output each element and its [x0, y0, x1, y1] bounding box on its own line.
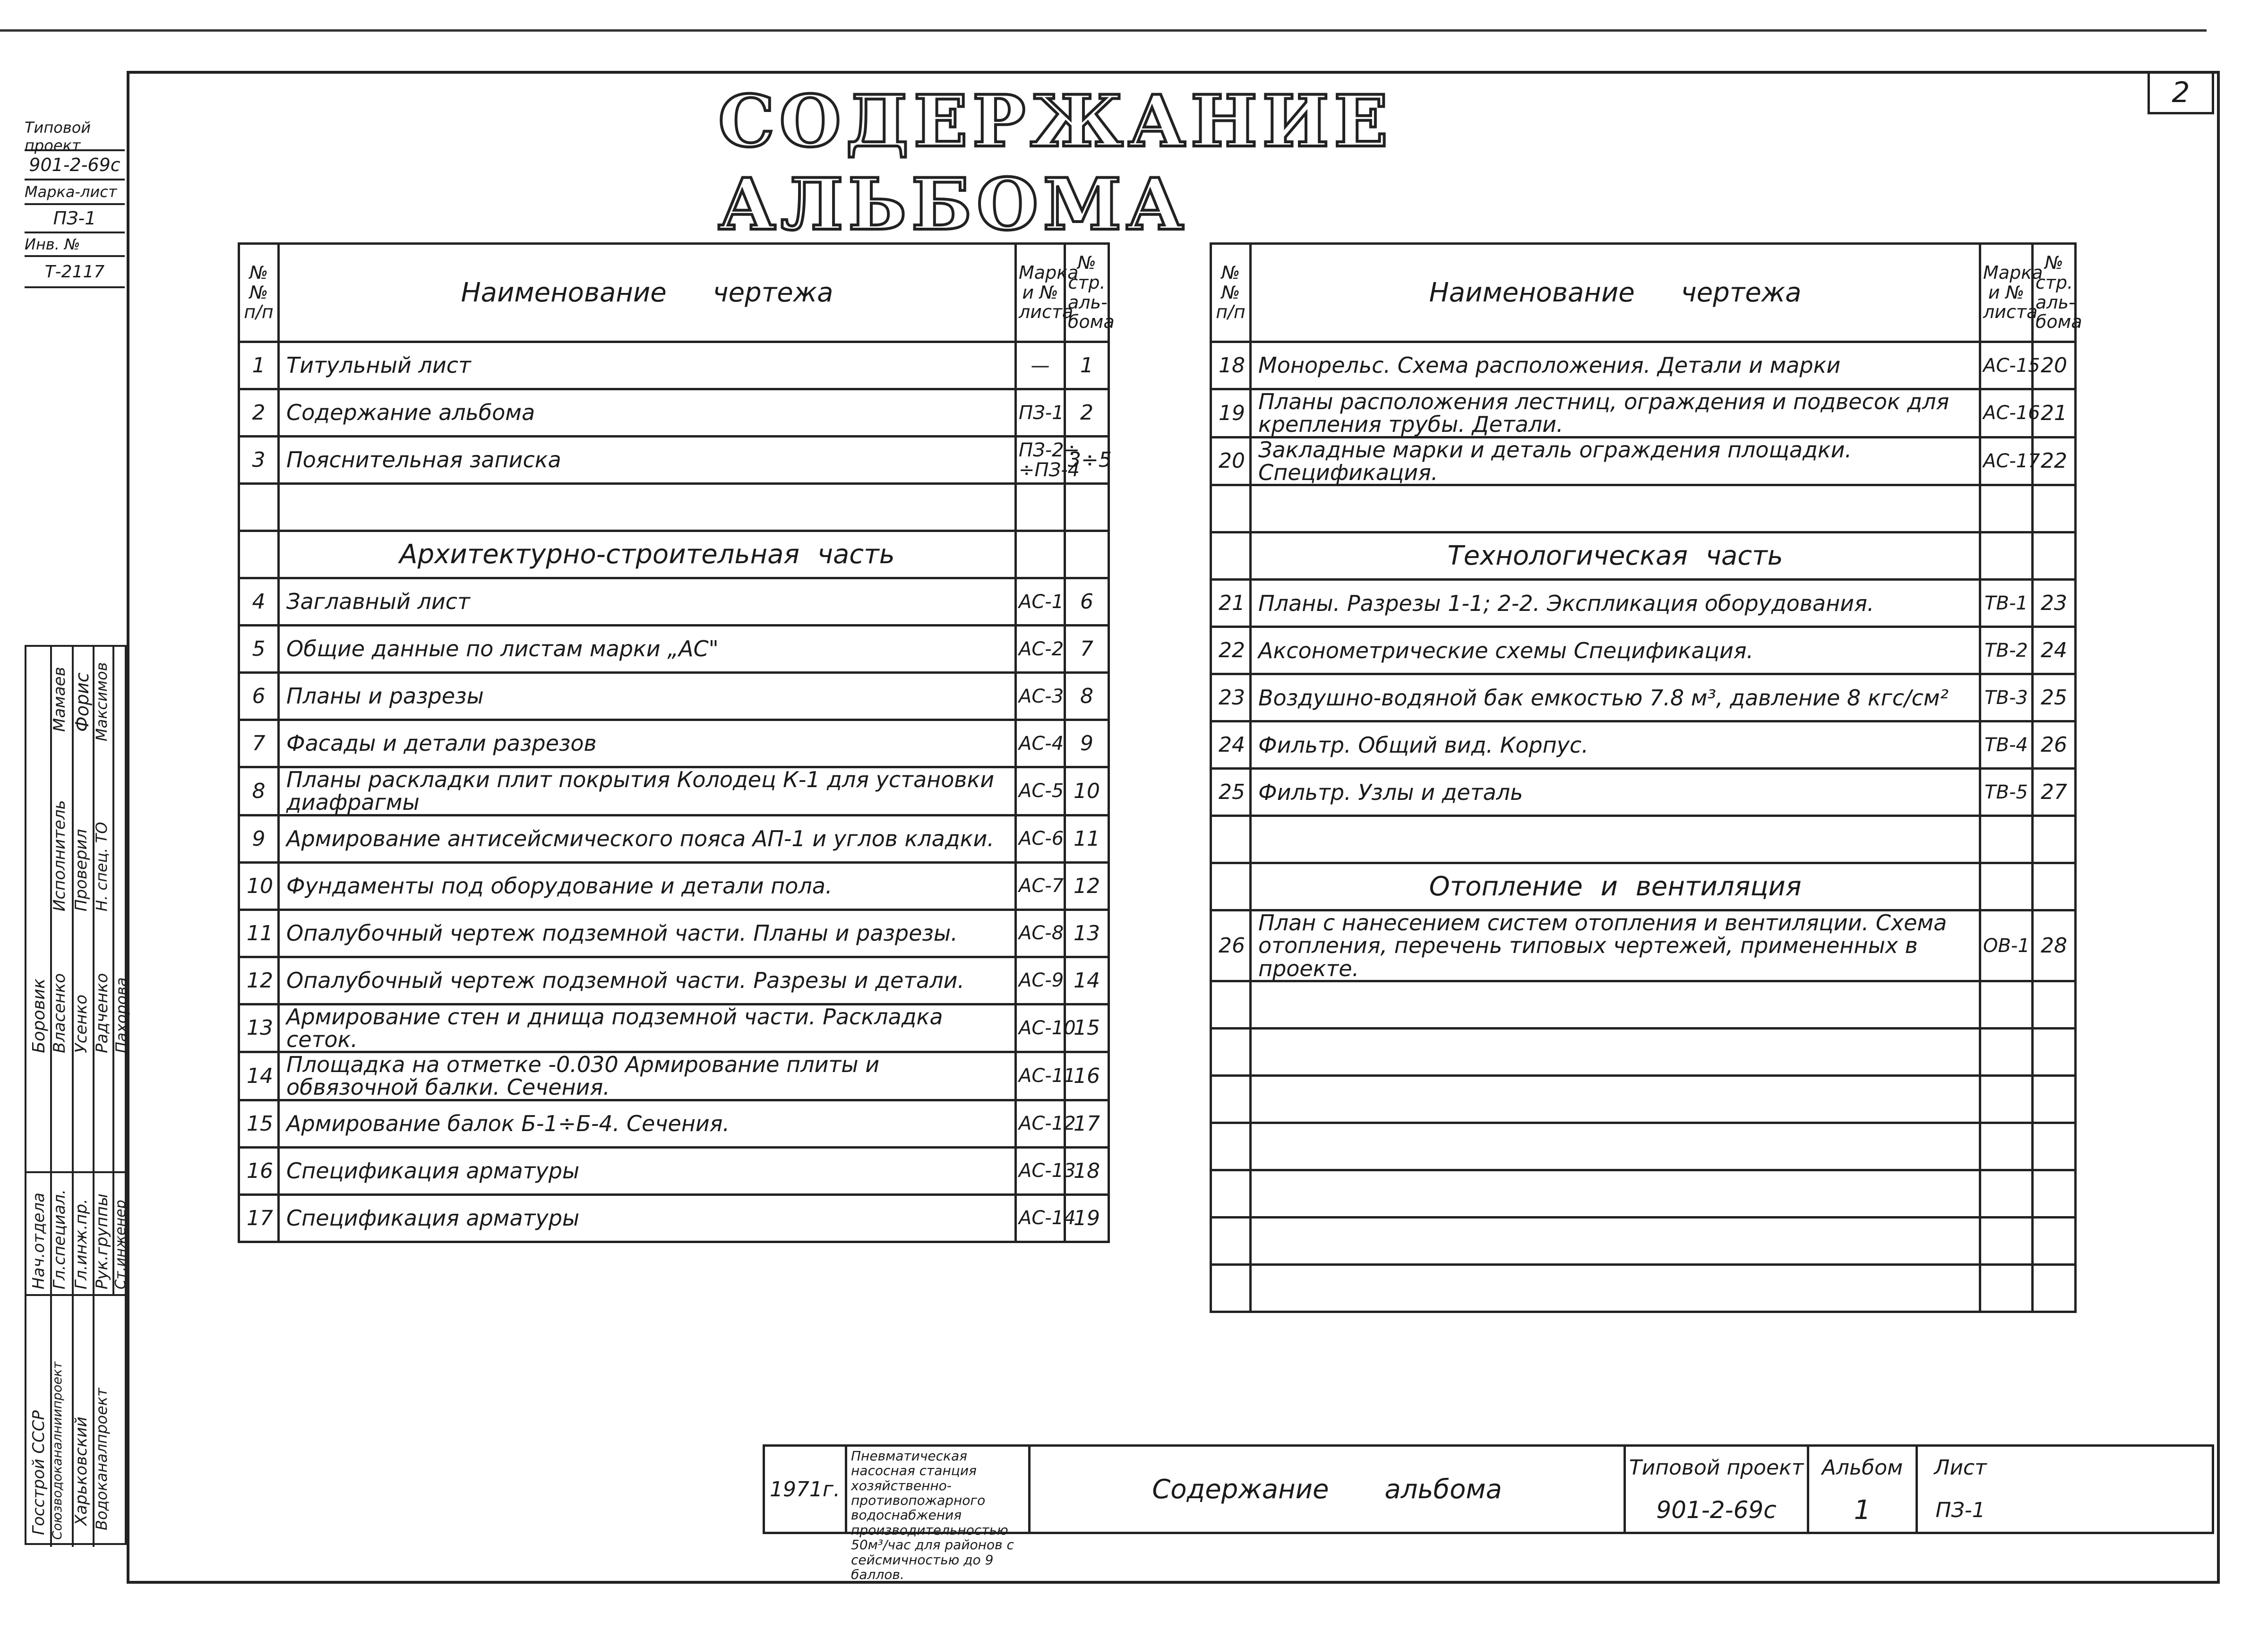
header-name: Наименование чертежа	[279, 244, 1016, 342]
row-page: 9	[1065, 720, 1109, 767]
table-row	[1211, 485, 2076, 532]
row-page	[2033, 981, 2076, 1029]
row-number	[1211, 532, 1251, 580]
row-mark	[1980, 485, 2033, 532]
table-row	[239, 720, 1109, 767]
row-mark: ОВ-1	[1980, 910, 2033, 981]
title-project-label: Типовой проект	[1626, 1447, 1809, 1488]
row-mark	[1980, 1265, 2033, 1312]
drawing-name: Спецификация арматуры	[279, 1147, 1016, 1194]
stamp-org-1: Госстрой СССР	[29, 1410, 48, 1535]
header-num: №№ п/п	[1211, 244, 1251, 342]
row-mark: ТВ-3	[1980, 674, 2033, 721]
row-mark: АС-13	[1016, 1147, 1065, 1194]
row-mark: АС-10	[1016, 1004, 1065, 1052]
stamp-name-4: Радченко	[93, 973, 112, 1053]
row-page: 19	[1065, 1194, 1109, 1242]
table-row	[1211, 1123, 2076, 1170]
drawing-name	[1251, 1218, 1980, 1265]
row-mark: ТВ-2	[1980, 627, 2033, 674]
drawing-name	[1251, 1265, 1980, 1312]
stamp-org-4: Водоканалпроект	[93, 1388, 111, 1530]
row-mark	[1016, 531, 1065, 578]
table-header-row	[1211, 244, 2076, 342]
section-row	[239, 531, 1109, 578]
row-number: 17	[239, 1194, 279, 1242]
drawing-name: Фасады и детали разрезов	[279, 720, 1016, 767]
drawing-name: Армирование стен и днища подземной части. Раскладка сеток.	[279, 1004, 1016, 1052]
row-page	[2033, 532, 2076, 580]
row-page: 13	[1065, 910, 1109, 957]
row-page: 17	[1065, 1100, 1109, 1147]
drawing-name	[1251, 1029, 1980, 1076]
table-row	[1211, 580, 2076, 627]
row-mark	[1016, 484, 1065, 531]
row-number: 2	[239, 389, 279, 437]
stamp-position2-2: Проверил	[72, 829, 91, 911]
top-border-line	[0, 29, 2207, 32]
title-project-no: 901-2-69с	[1626, 1488, 1809, 1532]
table-row	[239, 767, 1109, 815]
row-mark	[1980, 981, 2033, 1029]
row-mark: АС-1	[1016, 578, 1065, 626]
row-page: 11	[1065, 815, 1109, 862]
title-sheet-no: ПЗ-1	[1935, 1498, 1985, 1522]
title-album-label: Альбом	[1809, 1447, 1918, 1488]
row-number: 12	[239, 957, 279, 1004]
row-number: 11	[239, 910, 279, 957]
contents-table-left	[238, 242, 1115, 1243]
table-row	[239, 578, 1109, 626]
table-row	[239, 484, 1109, 531]
table-row	[1211, 769, 2076, 816]
table-row	[239, 815, 1109, 862]
row-page	[2033, 1170, 2076, 1218]
row-number: 6	[239, 673, 279, 720]
row-mark: АС-2	[1016, 626, 1065, 673]
row-mark: АС-7	[1016, 862, 1065, 910]
drawing-name: Опалубочный чертеж подземной части. Планы и разрезы.	[279, 910, 1016, 957]
row-number: 1	[239, 342, 279, 389]
drawing-name	[279, 484, 1016, 531]
row-number: 24	[1211, 721, 1251, 769]
stamp-org-3: Харьковский	[72, 1416, 91, 1526]
row-number: 18	[1211, 342, 1251, 389]
drawing-name: Планы раскладки плит покрытия Колодец К-1 для установки диафрагмы	[279, 767, 1016, 815]
row-page	[2033, 863, 2076, 910]
table-row	[239, 626, 1109, 673]
row-number: 20	[1211, 437, 1251, 485]
drawing-name: Общие данные по листам марки „АС"	[279, 626, 1016, 673]
drawing-name: План с нанесением систем отопления и вентиляции. Схема отопления, перечень типовых чертежей, примененных в проекте.	[1251, 910, 1980, 981]
row-number: 26	[1211, 910, 1251, 981]
drawing-name	[1251, 981, 1980, 1029]
row-mark: —	[1016, 342, 1065, 389]
stamp-position-1: Нач.отдела	[29, 1193, 48, 1289]
side-stamp-row-5: Инв. №	[25, 233, 125, 257]
row-number: 22	[1211, 627, 1251, 674]
table-header-row	[239, 244, 1109, 342]
table-row	[239, 437, 1109, 484]
table-row	[239, 342, 1109, 389]
drawing-name	[1251, 1170, 1980, 1218]
row-mark: ТВ-1	[1980, 580, 2033, 627]
stamp-name2-2: Форис	[72, 672, 93, 732]
row-page: 18	[1065, 1147, 1109, 1194]
row-page	[2033, 1029, 2076, 1076]
drawing-name: Опалубочный чертеж подземной части. Разрезы и детали.	[279, 957, 1016, 1004]
row-page	[2033, 816, 2076, 863]
stamp-name-1: Боровик	[29, 978, 49, 1053]
row-number	[1211, 1123, 1251, 1170]
vertical-stamp	[25, 645, 130, 1545]
row-number: 23	[1211, 674, 1251, 721]
row-mark	[1980, 1123, 2033, 1170]
table-row	[1211, 816, 2076, 863]
table-row	[1211, 342, 2076, 389]
drawing-name	[1251, 816, 1980, 863]
table-row	[1211, 981, 2076, 1029]
row-page	[2033, 1076, 2076, 1123]
table-row	[1211, 674, 2076, 721]
row-mark	[1980, 863, 2033, 910]
row-page: 23	[2033, 580, 2076, 627]
row-page: 21	[2033, 389, 2076, 438]
row-page: 24	[2033, 627, 2076, 674]
row-page: 27	[2033, 769, 2076, 816]
row-page	[2033, 1218, 2076, 1265]
header-mark: Марка и № листа	[1016, 244, 1065, 342]
header-num: №№ п/п	[239, 244, 279, 342]
row-page: 14	[1065, 957, 1109, 1004]
table-row	[1211, 437, 2076, 485]
row-number	[1211, 816, 1251, 863]
row-number: 9	[239, 815, 279, 862]
row-number	[1211, 1076, 1251, 1123]
row-number	[1211, 485, 1251, 532]
stamp-position-2: Гл.специал.	[50, 1189, 69, 1289]
stamp-position-5: Ст.инженер	[112, 1200, 129, 1289]
drawing-name: Воздушно-водяной бак емкостью 7.8 м³, давление 8 кгс/см²	[1251, 674, 1980, 721]
header-name: Наименование чертежа	[1251, 244, 1980, 342]
table-row	[1211, 1029, 2076, 1076]
row-mark	[1980, 532, 2033, 580]
row-mark: АС-17	[1980, 437, 2033, 485]
table-row	[1211, 389, 2076, 438]
row-page: 2	[1065, 389, 1109, 437]
row-page	[2033, 1123, 2076, 1170]
drawing-name: Монорельс. Схема расположения. Детали и марки	[1251, 342, 1980, 389]
row-mark: АС-12	[1016, 1100, 1065, 1147]
section-title: Технологическая часть	[1251, 532, 1980, 580]
drawing-name: Фильтр. Общий вид. Корпус.	[1251, 721, 1980, 769]
row-number: 8	[239, 767, 279, 815]
side-stamp-row-2: 901-2-69с	[25, 151, 125, 180]
row-mark	[1980, 1218, 2033, 1265]
header-page: № стр. аль- бома	[1065, 244, 1109, 342]
side-stamp-row-1: Типовой проект	[25, 124, 125, 151]
row-mark: ТВ-4	[1980, 721, 2033, 769]
stamp-name2-1: Мамаев	[50, 667, 69, 732]
row-mark	[1980, 1076, 2033, 1123]
section-title: Архитектурно-строительная часть	[279, 531, 1016, 578]
row-mark: ТВ-5	[1980, 769, 2033, 816]
drawing-name: Планы и разрезы	[279, 673, 1016, 720]
title-album-no: 1	[1809, 1488, 1918, 1532]
section-title: Отопление и вентиляция	[1251, 863, 1980, 910]
row-number	[1211, 1265, 1251, 1312]
table-row	[239, 1004, 1109, 1052]
row-page	[2033, 1265, 2076, 1312]
page-number: 2	[2172, 76, 2190, 109]
row-number: 7	[239, 720, 279, 767]
table-row	[1211, 1265, 2076, 1312]
drawing-name: Площадка на отметке -0.030 Армирование плиты и обвязочной балки. Сечения.	[279, 1052, 1016, 1100]
table-row	[239, 1147, 1109, 1194]
row-mark: АС-9	[1016, 957, 1065, 1004]
row-number: 25	[1211, 769, 1251, 816]
title-project-desc: Пневматическая насосная станция хозяйственно-противопожарного водоснабжения производительностью 50м³/час для районов с сейсмичностью до 9 баллов.	[847, 1447, 1031, 1532]
row-mark: АС-14	[1016, 1194, 1065, 1242]
row-page: 20	[2033, 342, 2076, 389]
table-row	[239, 1194, 1109, 1242]
drawing-name	[1251, 1123, 1980, 1170]
title-year: 1971г.	[765, 1447, 847, 1532]
row-page	[1065, 531, 1109, 578]
stamp-position-3: Гл.инж.пр.	[72, 1199, 91, 1289]
row-page: 6	[1065, 578, 1109, 626]
row-page: 16	[1065, 1052, 1109, 1100]
row-page: 22	[2033, 437, 2076, 485]
row-number: 15	[239, 1100, 279, 1147]
row-page: 28	[2033, 910, 2076, 981]
row-page	[1065, 484, 1109, 531]
table-row	[239, 673, 1109, 720]
row-number: 19	[1211, 389, 1251, 438]
stamp-name-3: Усенко	[72, 995, 91, 1053]
drawing-name: Спецификация арматуры	[279, 1194, 1016, 1242]
title-sheet-name: Содержание альбома	[1031, 1447, 1626, 1532]
contents-table-right	[1210, 242, 2082, 1313]
row-page: 15	[1065, 1004, 1109, 1052]
row-page: 7	[1065, 626, 1109, 673]
row-page: 8	[1065, 673, 1109, 720]
row-page: 10	[1065, 767, 1109, 815]
row-page: 26	[2033, 721, 2076, 769]
section-row	[1211, 863, 2076, 910]
row-number: 5	[239, 626, 279, 673]
drawing-name: Фундаменты под оборудование и детали пола.	[279, 862, 1016, 910]
table-row	[239, 957, 1109, 1004]
table-row	[1211, 721, 2076, 769]
table-row	[239, 1100, 1109, 1147]
row-mark	[1980, 816, 2033, 863]
row-mark: АС-16	[1980, 389, 2033, 438]
table-row	[1211, 1170, 2076, 1218]
row-number	[1211, 1218, 1251, 1265]
side-stamp	[25, 119, 125, 288]
drawing-name: Содержание альбома	[279, 389, 1016, 437]
table-row	[239, 910, 1109, 957]
row-mark: АС-11	[1016, 1052, 1065, 1100]
row-number	[1211, 863, 1251, 910]
row-number: 14	[239, 1052, 279, 1100]
drawing-name: Закладные марки и деталь ограждения площадки. Спецификация.	[1251, 437, 1980, 485]
side-stamp-row-6: Т-2117	[25, 257, 125, 288]
drawing-name: Планы расположения лестниц, ограждения и подвесок для крепления трубы. Детали.	[1251, 389, 1980, 438]
table-row	[239, 1052, 1109, 1100]
row-mark: АС-4	[1016, 720, 1065, 767]
row-page: 12	[1065, 862, 1109, 910]
drawing-name: Фильтр. Узлы и деталь	[1251, 769, 1980, 816]
drawing-name: Аксонометрические схемы Спецификация.	[1251, 627, 1980, 674]
section-row	[1211, 532, 2076, 580]
row-number	[239, 531, 279, 578]
page-number-box	[2148, 71, 2214, 114]
row-mark: АС-6	[1016, 815, 1065, 862]
row-number	[239, 484, 279, 531]
row-number	[1211, 1029, 1251, 1076]
row-page: 1	[1065, 342, 1109, 389]
table-row	[239, 862, 1109, 910]
drawing-name: Заглавный лист	[279, 578, 1016, 626]
row-mark: ПЗ-1	[1016, 389, 1065, 437]
drawing-name: Титульный лист	[279, 342, 1016, 389]
side-stamp-row-3: Марка-лист	[25, 180, 125, 205]
row-page: 3÷5	[1065, 437, 1109, 484]
table-row	[1211, 910, 2076, 981]
table-row	[1211, 1218, 2076, 1265]
stamp-position-4: Рук.группы	[93, 1193, 112, 1289]
row-number: 3	[239, 437, 279, 484]
drawing-name: Армирование балок Б-1÷Б-4. Сечения.	[279, 1100, 1016, 1147]
stamp-name-5: Пахорова	[112, 977, 130, 1053]
stamp-name-2: Власенко	[50, 973, 69, 1053]
title-sheet-label: Лист	[1934, 1455, 1987, 1480]
row-mark: АС-15	[1980, 342, 2033, 389]
row-mark: ПЗ-2÷ ÷ПЗ-4	[1016, 437, 1065, 484]
row-mark	[1980, 1170, 2033, 1218]
stamp-org-2: Союзводоканалниипроект	[50, 1361, 65, 1540]
row-mark: АС-3	[1016, 673, 1065, 720]
row-number: 10	[239, 862, 279, 910]
header-mark: Марка и № листа	[1980, 244, 2033, 342]
row-number: 16	[239, 1147, 279, 1194]
row-number: 4	[239, 578, 279, 626]
row-number: 21	[1211, 580, 1251, 627]
drawing-name: Планы. Разрезы 1-1; 2-2. Экспликация оборудования.	[1251, 580, 1980, 627]
table-row	[1211, 1076, 2076, 1123]
table-row	[239, 389, 1109, 437]
row-page	[2033, 485, 2076, 532]
side-stamp-row-4: ПЗ-1	[25, 205, 125, 233]
row-mark: АС-8	[1016, 910, 1065, 957]
title-block	[763, 1444, 2214, 1582]
row-number	[1211, 1170, 1251, 1218]
stamp-position2-1: Исполнитель	[50, 800, 69, 911]
stamp-name2-3: Максимов	[93, 662, 111, 741]
page-title: СОДЕРЖАНИЕ АЛЬБОМА	[718, 80, 1393, 246]
table-row	[1211, 627, 2076, 674]
drawing-name	[1251, 485, 1980, 532]
header-page: № стр. аль- бома	[2033, 244, 2076, 342]
drawing-name: Армирование антисейсмического пояса АП-1 и углов кладки.	[279, 815, 1016, 862]
row-page: 25	[2033, 674, 2076, 721]
drawing-name: Пояснительная записка	[279, 437, 1016, 484]
row-number	[1211, 981, 1251, 1029]
stamp-position2-3: Н. спец. ТО	[93, 822, 111, 911]
row-mark: АС-5	[1016, 767, 1065, 815]
drawing-name	[1251, 1076, 1980, 1123]
row-number: 13	[239, 1004, 279, 1052]
row-mark	[1980, 1029, 2033, 1076]
